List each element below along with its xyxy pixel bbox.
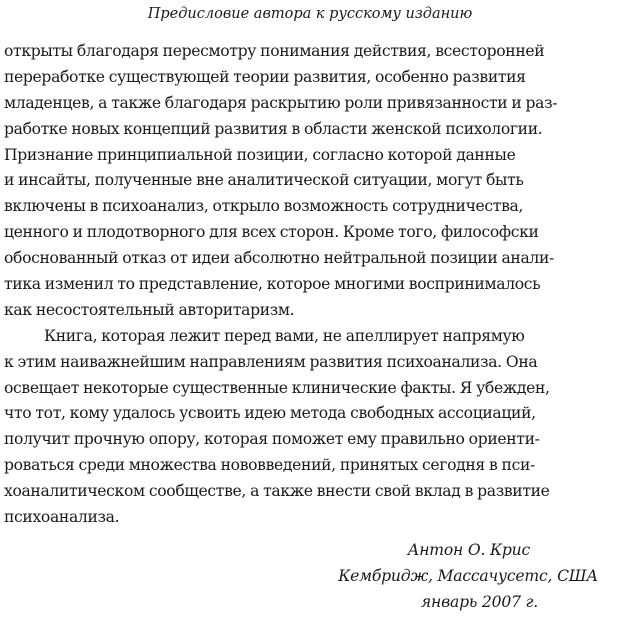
text-line: что тот, кому удалось усвоить идею метода свободных ассоциаций, [4, 404, 536, 423]
text-line: работке новых концепций развития в области женской психологии. [4, 119, 543, 138]
text-line: психоанализа. [4, 508, 120, 527]
text-line: Признание принципиальной позиции, согласно которой данные [4, 145, 516, 164]
signature-place: Кембридж, Массачусетс, США [338, 567, 598, 585]
text-line: включены в психоанализ, открыло возможность сотрудничества, [4, 197, 524, 216]
text-line: хоаналитическом сообществе, а также внести свой вклад в развитие [4, 482, 550, 501]
text-line: обоснованный отказ от идеи абсолютно нейтральной позиции анали- [4, 249, 554, 268]
text-line: как несостоятельный авторитаризм. [4, 300, 295, 319]
body-text [4, 39, 616, 531]
running-head: Предисловие автора к русскому изданию [147, 6, 473, 22]
text-line: роваться среди множества нововведений, принятых сегодня в пси- [4, 456, 535, 475]
text-line: освещает некоторые существенные клинические факты. Я убежден, [4, 378, 550, 397]
text-line: и инсайты, полученные вне аналитической ситуации, могут быть [4, 171, 524, 190]
signature-author: Антон О. Крис [407, 541, 530, 559]
text-line: получит прочную опору, которая поможет ему правильно ориенти- [4, 430, 540, 449]
text-line: переработке существующей теории развития, особенно развития [4, 67, 526, 86]
text-line: Книга, которая лежит перед вами, не апеллирует напрямую [44, 326, 525, 345]
text-line: открыты благодаря пересмотру понимания действия, всесторонней [4, 42, 545, 60]
signature-block [238, 537, 598, 615]
paragraph-1 [4, 39, 616, 324]
text-line: младенцев, а также благодаря раскрытию роли привязанности и раз- [4, 93, 558, 112]
signature-date: январь 2007 г. [420, 593, 538, 611]
text-line: к этим наиважнейшим направлениям развития психоанализа. Она [4, 352, 538, 371]
text-line: ценного и плодотворного для всех сторон. Кроме того, философски [4, 223, 539, 242]
text-line: тика изменил то представление, которое многими воспринималось [4, 275, 541, 294]
paragraph-2 [4, 324, 616, 531]
